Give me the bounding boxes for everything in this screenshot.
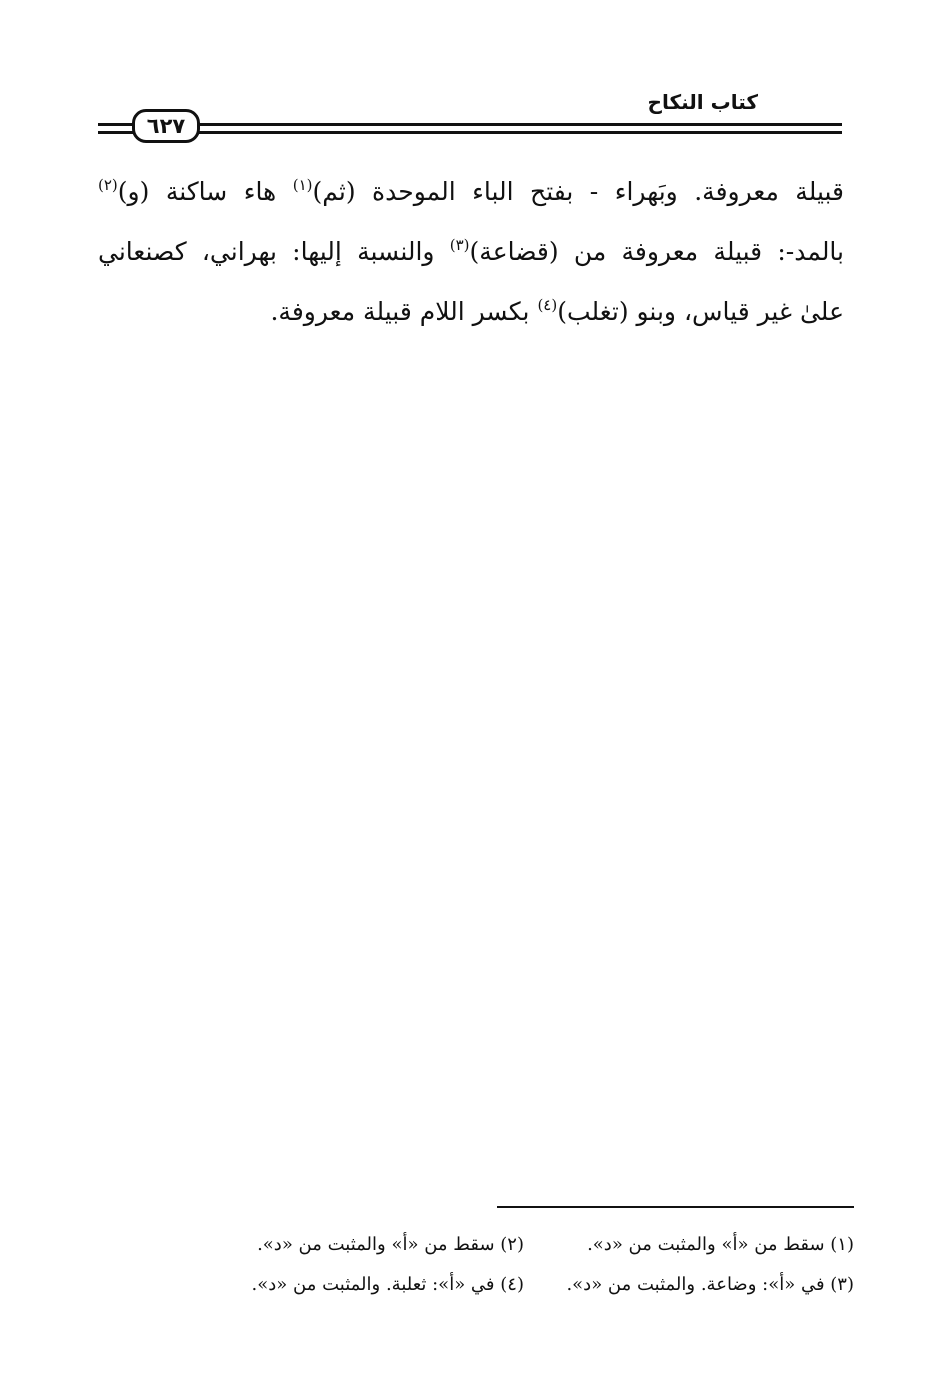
text-line-2	[98, 222, 844, 282]
footnote-ref-1[interactable]: (١)	[292, 176, 313, 194]
footnote-2: (٢) سقط من «أ» والمثبت من «د».	[257, 1233, 524, 1255]
footnote-separator	[497, 1206, 854, 1208]
footnote-ref-2[interactable]: (٢)	[98, 176, 118, 194]
page-number: ٦٢٧	[132, 109, 200, 143]
text-segment: علىٰ غير قياس، وبنو (تغلب)	[557, 297, 844, 326]
text-segment: هاء ساكنة (و)	[117, 177, 293, 206]
footnote-3: (٣) في «أ»: وضاعة. والمثبت من «د».	[566, 1273, 854, 1295]
chapter-title: كتاب النكاح	[647, 90, 758, 114]
text-segment: والنسبة إليها: بهراني، كصنعاني	[98, 237, 450, 266]
footnote-row	[164, 1224, 854, 1264]
main-text	[98, 162, 844, 342]
text-segment: بكسر اللام قبيلة معروفة.	[270, 297, 538, 326]
text-segment: بالمد-: قبيلة معروفة من (قضاعة)	[469, 237, 845, 266]
footnote-4: (٤) في «أ»: ثعلبة. والمثبت من «د».	[251, 1273, 524, 1295]
footnote-1: (١) سقط من «أ» والمثبت من «د».	[587, 1233, 854, 1255]
footnotes	[164, 1224, 854, 1304]
header-rule-lower	[98, 131, 842, 134]
text-line-3	[98, 282, 844, 342]
footnote-row	[164, 1264, 854, 1304]
footnote-ref-3[interactable]: (٣)	[449, 236, 470, 254]
text-line-1	[98, 162, 844, 222]
text-segment: قبيلة معروفة. وبَهراء - بفتح الباء الموحدة (ثم)	[312, 177, 845, 206]
header-rule-upper	[98, 123, 842, 126]
footnote-ref-4[interactable]: (٤)	[537, 296, 558, 314]
